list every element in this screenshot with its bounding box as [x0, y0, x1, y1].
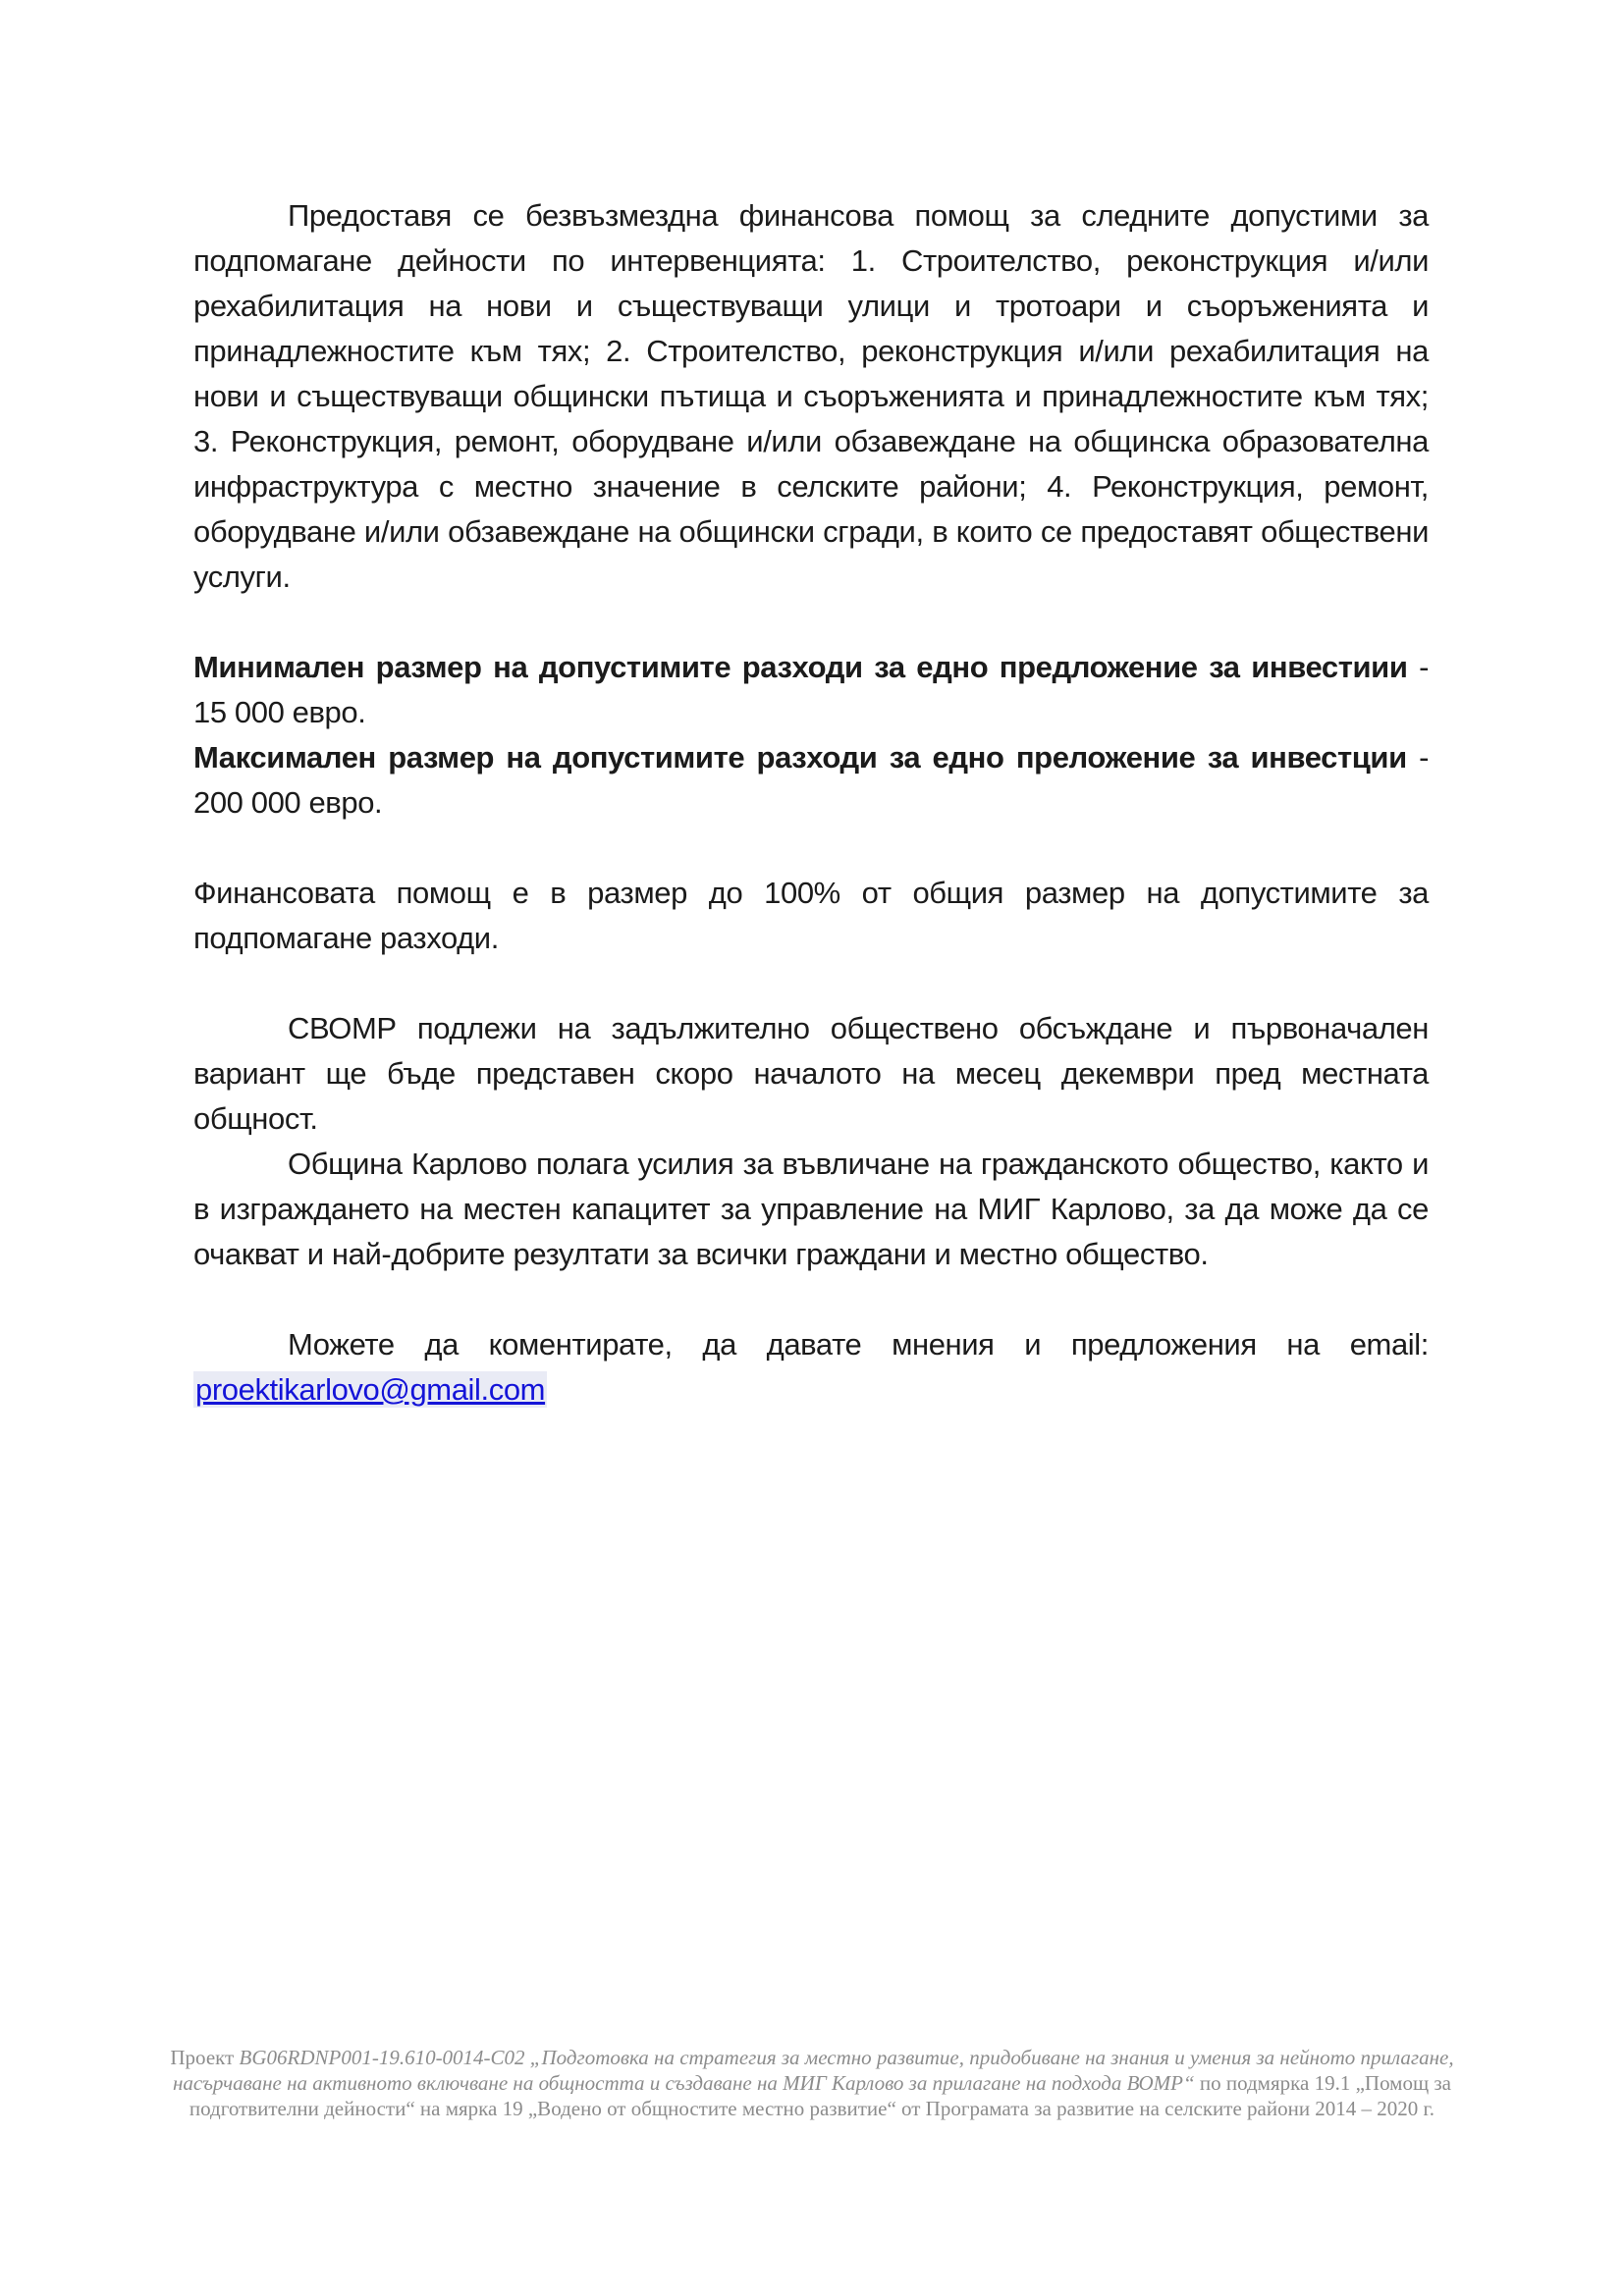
min-amount-bold-text: Минимален размер на допустимите разходи за едно предложение за инвестиии — [193, 650, 1408, 684]
footer-project-title-italic: BG06RDNP001-19.610-0014-C02 „Подготовка на стратегия за местно развитие, придобиване на знания и умения за нейното прилагане, насърчаване на активното включване на общността и създаване на МИГ Карлово за прилагане на подхода ВОМР“ — [173, 2046, 1454, 2095]
paragraph-contact — [193, 1322, 1429, 1413]
max-amount-value-text: - 200 000 евро. — [193, 740, 1430, 820]
min-amount-value-text: - 15 000 евро. — [193, 650, 1429, 729]
paragraph-community-involvement: Община Карлово полага усилия за въвличане на гражданското общество, както и в изграждането на местен капацитет за управление на МИГ Карлово, за да може да се очакват и най-добрите резултати за всички граждани и местно общество. — [193, 1147, 1429, 1271]
paragraph-max-amount — [193, 735, 1429, 826]
paragraph-min-amount — [193, 645, 1429, 735]
email-link[interactable]: proektikarlovo@gmail.com — [195, 1372, 546, 1407]
footer-prefix-text: Проект — [170, 2046, 240, 2069]
document-body — [193, 193, 1429, 1413]
paragraph-financial-aid: Финансовата помощ е в размер до 100% от общия размер на допустимите за подпомагане разходи. — [193, 876, 1429, 955]
max-amount-bold-text: Максимален размер на допустимите разходи за едно преложение за инвестции — [193, 740, 1407, 774]
contact-text: Можете да коментирате, да давате мнения и предложения на email: — [288, 1327, 1429, 1362]
footer-suffix-text: по подмярка 19.1 „Помощ за подготвителни дейности“ на мярка 19 „Водено от общностите местно развитие“ от Програмата за развитие на селските райони 2014 – 2020 г. — [189, 2071, 1451, 2120]
paragraph-eligible-activities: Предоставя се безвъзмездна финансова помощ за следните допустими за подпомагане дейности по интервенцията: 1. Строителство, реконструкция и/или рехабилитация на нови и съществуващи улици и тротоари и съоръженията и принадлежностите към тях; 2. Строителство, реконструкция и/или рехабилитация на нови и съществуващи общински пътища и съоръженията и принадлежностите към тях; 3. Реконструкция, ремонт, оборудване и/или обзавеждане на общинска образователна инфраструктура с местно значение в селските райони; 4. Реконструкция, ремонт, оборудване и/или обзавеждане на общински сгради, в които се предоставят обществени услуги. — [193, 198, 1429, 594]
paragraph-svomr-discussion: СВОМР подлежи на задължително обществено обсъждане и първоначален вариант ще бъде представен скоро началото на месец декември пред местната общност. — [193, 1011, 1429, 1136]
footer-project-note — [133, 2045, 1491, 2121]
